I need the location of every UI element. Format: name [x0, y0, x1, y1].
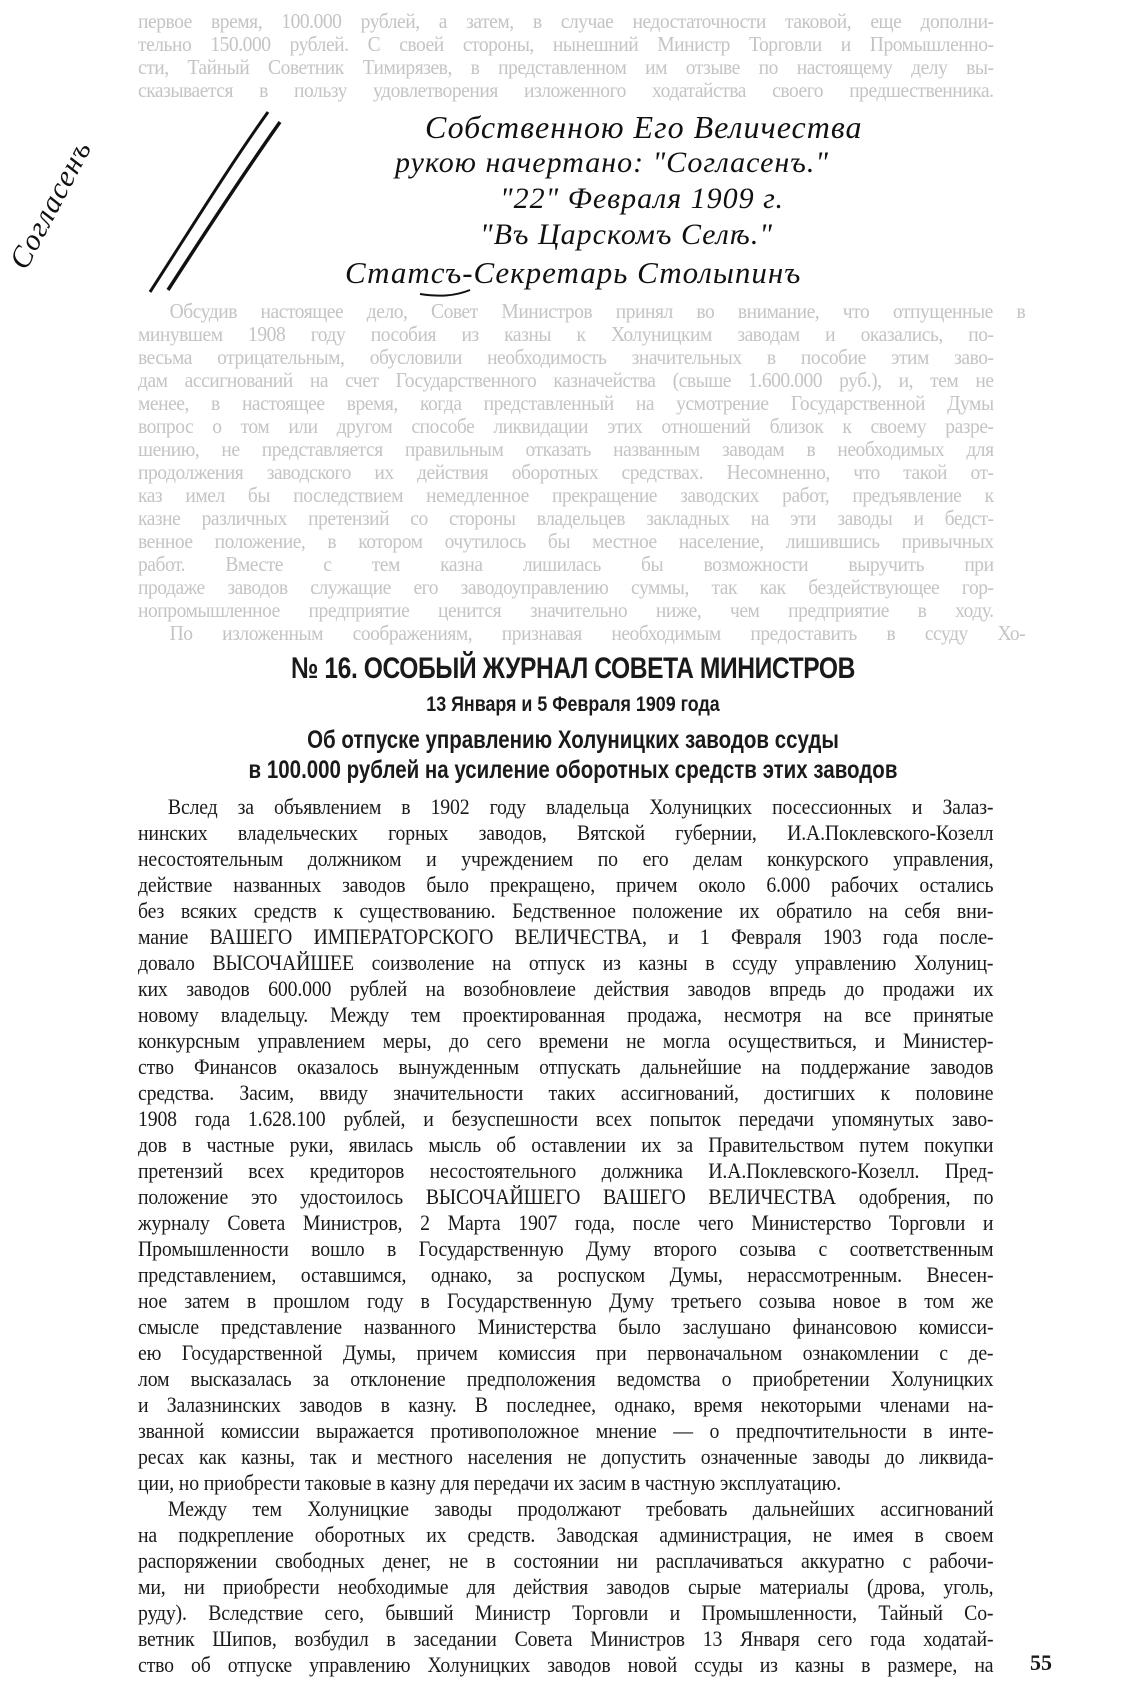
- show-through-line: сказывается в пользу удовлетворения изложенного ходатайства своего предшественника.: [138, 78, 994, 102]
- show-through-line: венное положение, в котором очутилось бы местное население, лишившись привычных: [138, 529, 994, 553]
- body-text-line: ство об отпуске управлению Холуницких заводов новой ссуды из казны в размере, на: [138, 1652, 994, 1677]
- show-through-line: вопрос о том или другом способе ликвидации этих отношений близок к своему разре-: [138, 414, 994, 438]
- body-text-line: лом высказалась за отклонение предположения ведомства о приобретении Холуницких: [138, 1366, 994, 1391]
- body-text-line: ресах как казны, так и местного населения не допустить означенные заводы до ликвида-: [138, 1444, 994, 1469]
- show-through-line: каз имел бы последствием немедленное прекращение заводских работ, предъявление к: [138, 483, 994, 507]
- body-text-line: довало ВЫСОЧАЙШЕЕ соизволение на отпуск из казны в ссуду управлению Холуниц-: [138, 950, 994, 975]
- document-subtitle: [103, 725, 1043, 785]
- show-through-line: Обсудив настоящее дело, Совет Министров принял во внимание, что отпущенные в: [169, 299, 1026, 323]
- body-text-line: средства. Засим, ввиду значительности таких ассигнований, достигших к половине: [138, 1080, 994, 1105]
- show-through-line: тельно 150.000 рублей. С своей стороны, нынешний Министр Торговли и Промышленно-: [138, 32, 994, 56]
- body-text-line: Промышленности вошло в Государственную Думу второго созыва с соответственным: [138, 1236, 994, 1261]
- body-text-line: действие названных заводов было прекращено, причем около 6.000 рабочих остались: [138, 872, 994, 897]
- body-text-line: представлением, оставшимся, однако, за роспуском Думы, нерассмотренным. Внесен-: [138, 1262, 994, 1287]
- handwritten-line-2: рукою начертано: "Согласенъ.": [395, 146, 829, 179]
- body-text-line: претензий всех кредиторов несостоятельного должника И.А.Поклевского-Козелл. Пред-: [138, 1158, 994, 1183]
- show-through-line: казне различных претензий со стороны владельцев закладных на эти заводы и бедст-: [138, 506, 994, 530]
- show-through-line: сти, Тайный Советник Тимирязев, в представленном им отзыве по настоящему делу вы-: [138, 55, 994, 79]
- body-text-line: мание ВАШЕГО ИМПЕРАТОРСКОГО ВЕЛИЧЕСТВА, и 1 Февраля 1903 года после-: [138, 924, 994, 949]
- body-text-line: 1908 года 1.628.100 рублей, и безуспешности всех попыток передачи упомянутых заво-: [138, 1106, 994, 1131]
- show-through-line: нопромышленное предприятие ценится значительно ниже, чем предприятие в ходу.: [138, 598, 994, 622]
- body-text-line: нинских владельческих горных заводов, Вятской губернии, И.А.Поклевского-Козелл: [138, 820, 994, 845]
- body-text-line: ких заводов 600.000 рублей на возобновлеие действия заводов впредь до продажи их: [138, 976, 994, 1001]
- body-text-line: новому владельцу. Между тем проектированная продажа, несмотря на все принятые: [138, 1002, 994, 1027]
- show-through-line: менее, в настоящее время, когда представленный на усмотрение Государственной Думы: [138, 391, 994, 415]
- margin-approval-note: Согласенъ: [2, 134, 99, 275]
- body-text-line: званной комиссии выражается противоположное мнение — о предпочтительности в инте-: [138, 1418, 994, 1443]
- handwritten-place: "Въ Царскомъ Селѣ.": [480, 218, 773, 251]
- body-text-line: ми, ни приобрести необходимые для действия заводов сырые материалы (дрова, уголь,: [138, 1574, 994, 1599]
- body-text-line: ею Государственной Думы, причем комиссия при первоначальном ознакомлении с де-: [138, 1340, 994, 1365]
- body-text-line: ции, но приобрести таковые в казну для передачи их засим в частную эксплуатацию.: [138, 1470, 842, 1495]
- show-through-line: дам ассигнований на счет Государственного казначейства (свыше 1.600.000 руб.), и, тем не: [138, 368, 994, 392]
- body-text-line: без всяких средств к существованию. Бедственное положение их обратило на себя вни-: [138, 898, 994, 923]
- show-through-line: продолжения заводского их действия оборотных средствах. Несомненно, что такой от-: [138, 460, 994, 484]
- body-text-line: распоряжении свободных денег, не в состоянии ни расплачиваться аккуратно с рабочи-: [138, 1548, 994, 1573]
- body-text-line: ветник Шипов, возбудил в заседании Совета Министров 13 Января сего года ходатай-: [138, 1626, 994, 1651]
- body-text-line: ное затем в прошлом году в Государственную Думу третьего созыва новое в том же: [138, 1288, 994, 1313]
- handwritten-line-1: Собственною Его Величества: [425, 109, 863, 145]
- body-text-line: ство Финансов оказалось вынужденным отпускать дальнейшие на поддержание заводов: [138, 1054, 994, 1079]
- show-through-line: первое время, 100.000 рублей, а затем, в случае недостаточности таковой, еще дополни-: [138, 9, 994, 33]
- body-text-line: дов в частные руки, явилась мысль об оставлении их за Правительством путем покупки: [138, 1132, 994, 1157]
- body-text-line: журналу Совета Министров, 2 Марта 1907 года, после чего Министерство Торговли и: [138, 1210, 994, 1235]
- document-title: № 16. ОСОБЫЙ ЖУРНАЛ СОВЕТА МИНИСТРОВ: [290, 652, 856, 685]
- show-through-line: По изложенным соображениям, признавая необходимым предоставить в ссуду Хо-: [169, 621, 1026, 645]
- show-through-line: продаже заводов служащие его заводоуправлению суммы, так как бездействующее гор-: [138, 575, 994, 599]
- body-text-line: и Залазнинских заводов в казну. В последнее, однако, время некоторыми членами на-: [138, 1392, 994, 1417]
- document-date: 13 Января и 5 Февраля 1909 года: [426, 693, 720, 716]
- document-body: [138, 794, 993, 1678]
- page-number: 55: [1030, 1650, 1052, 1675]
- show-through-line: шению, не представляется правильным отказать названным заводам в необходимых для: [138, 437, 994, 461]
- show-through-line: весьма отрицательным, обусловили необходимость значительных в пособие этим заво-: [138, 345, 994, 369]
- handwritten-date: "22" Февраля 1909 г.: [500, 182, 784, 215]
- body-text-line: Между тем Холуницкие заводы продолжают требовать дальнейших ассигнований: [167, 1496, 994, 1521]
- subtitle-line: в 100.000 рублей на усиление оборотных средств этих заводов: [248, 756, 898, 784]
- subtitle-line: Об отпуске управлению Холуницких заводов ссуды: [307, 726, 839, 754]
- handwritten-signature: Статсъ-Секретарь Столыпинъ: [345, 255, 802, 290]
- show-through-line: минувшем 1908 году пособия из казны к Холуницким заводам и оказались, по-: [138, 322, 994, 346]
- body-text-line: несостоятельным должником и учреждением по его делам конкурского управления,: [138, 846, 994, 871]
- show-through-line: работ. Вместе с тем казна лишилась бы возможности выручить при: [138, 552, 994, 576]
- body-text-line: на подкрепление оборотных их средств. Заводская администрация, не имея в своем: [138, 1522, 994, 1547]
- body-text-line: смысле представление названного Министерства было заслушано финансовою комисси-: [138, 1314, 994, 1339]
- body-text-line: конкурсным управлением меры, до сего времени не могла осуществиться, и Министер-: [138, 1028, 994, 1053]
- body-text-line: положение это удостоилось ВЫСОЧАЙШЕГО ВАШЕГО ВЕЛИЧЕСТВА одобрения, по: [138, 1184, 994, 1209]
- body-text-line: Вслед за объявлением в 1902 году владельца Холуницких посессионных и Залаз-: [167, 794, 994, 819]
- show-through-text-middle: [138, 299, 1026, 645]
- body-text-line: руду). Вследствие сего, бывший Министр Торговли и Промышленности, Тайный Со-: [138, 1600, 994, 1625]
